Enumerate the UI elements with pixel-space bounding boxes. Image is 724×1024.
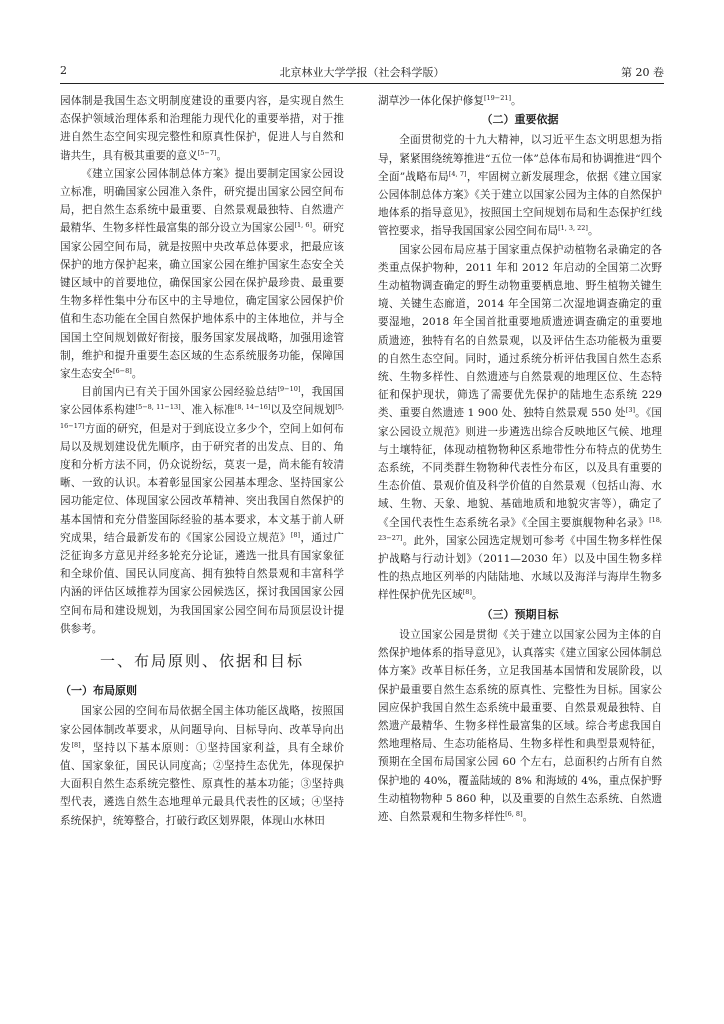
citation[interactable]: [8] — [462, 588, 472, 597]
citation[interactable]: [5, 16−17] — [60, 403, 345, 430]
citation[interactable]: [1, 3, 22] — [558, 224, 588, 233]
citation[interactable]: [8, 14−16] — [234, 403, 271, 412]
paragraph: 国家公园的空间布局依据全国主体功能区战略，按照国家公园体制改革要求，从问题导向、目标导向、改革导向出发[8]，坚持以下基本原则：①坚持国家利益，具有全球价值、国家象征，国民认同度高；②坚持生态优先，体现保护大面积自然生态系统完整性、原真性的基本功能；③坚持典型代表，遴选自然生态地理单元最具代表性的区域；④坚持系统保护，统筹整合，打破行政区划界限，体现山水林田 — [60, 705, 345, 827]
volume-label: 第 20 卷 — [621, 66, 664, 79]
citation[interactable]: [5−8, 11−13] — [135, 403, 181, 412]
paragraph: 《建立国家公园体制总体方案》提出要制定国家公园设立标准，明确国家公园准入条件，研究提出国家公园空间布局，把自然生态系统中最重要、自然景观最独特、自然遗产最精华、生物多样性最富集的部分设立为国家公园[1, 6]。研究国家公园空间布局，就是按照中央改革总体要求，把最应该保护的地方保护起来，确立国家公园在维护国家生态安全关键区域中的首要地位，确保国家公园在保护最珍贵、最重要生物多样性集中分布区中的主导地位，确定国家公园保护价值和生态功能在全国自然保护地体系中的主体地位，并与全国国土空间规划做好衔接，服务国家发展战略，加强用途管制，维护和提升重要生态区域的生态系统服务功能，保障国家生态安全[6−8]。 — [60, 167, 345, 381]
subsection-heading: （二）重要依据 — [481, 113, 559, 127]
left-column — [60, 92, 344, 830]
paragraph: 国家公园布局应基于国家重点保护动植物名录确定的各类重点保护物种，2011 年和 2012 年启动的全国第二次野生动植物调查确定的野生动物重要栖息地、野生植物关键生境、关键生态廊道，2014 年全国第二次湿地调查确定的重要湿地，2018 年全国首批重要地质遗迹调查确定的重要地质遗迹，独特有名的自然景观，以及评估生态功能极为重要的自然生态空间。同时，通过系统分析评估我国自然生态系统、生物多样性、自然遗迹与自然景观的地理区位、生态特征和保护现状，筛选了需要优先保护的陆地生态系统 229 类、重要自然遗迹 1 900 处、独特自然景观 550 处[3]。《国家公园设立规范》则进一步遴选出综合反映地区气候、地理与土壤特征，体现动植物物种区系地带性分布特点的优势生态系统，不同类群生物物种代表性分布区，以及具有重要的生态价值、景观价值及科学价值的自然景观（包括山海、水域、生物、天象、地貌、基础地质和地貌灾害等），确定了《全国代表性生态系统名录》《全国主要旗舰物种名录》[18, 23−27]。此外，国家公园选定规划可参考《中国生物多样性保护战略与行动计划》（2011—2030 年）以及中国生物多样性的热点地区列举的内陆陆地、水域以及海洋与海岸生物多样性保护优先区域[8]。 — [378, 243, 662, 602]
right-column — [378, 92, 662, 826]
citation[interactable]: [6, 8] — [505, 809, 523, 818]
header-rule — [60, 83, 664, 84]
citation[interactable]: [8] — [71, 740, 81, 749]
citation[interactable]: [5−7] — [197, 148, 217, 157]
citation[interactable]: [19−21] — [483, 94, 511, 102]
citation[interactable]: [1, 6] — [294, 221, 313, 230]
paragraph: 设立国家公园是贯彻《关于建立以国家公园为主体的自然保护地体系的指导意见》，认真落实《建立国家公园体制总体方案》改革目标任务，立足我国基本国情和发展阶段，以保护最重要自然生态系统的原真性、完整性为目标。国家公园应保护我国自然生态系统中最重要、自然景观最独特、自然遗产最精华、生物多样性最富集的区域。综合考虑我国自然地理格局、生态功能格局、生物多样性和典型景观特征，预期在全国布局国家公园 60 个左右，总面积约占所有自然保护地的 40%，覆盖陆域的 8% 和海域的 4%，重点保护野生动植物物种 5 860 种，以及重要的自然生态系统、自然遗迹、自然景观和生物多样性[6, 8]。 — [378, 628, 662, 823]
subsection-heading: （三）预期目标 — [481, 607, 559, 621]
page-number: 2 — [60, 64, 67, 77]
citation[interactable]: [3] — [625, 406, 635, 415]
journal-title: 北京林业大学学报（社会科学版） — [279, 66, 445, 79]
paragraph: 园体制是我国生态文明制度建设的重要内容，是实现自然生态保护领域治理体系和治理能力现代化的重要举措，对于推进自然生态空间实现完整性和原真性保护，促进人与自然和谐共生，具有极其重要的意义[5−7]。 — [60, 95, 344, 162]
citation[interactable]: [9−10] — [277, 385, 301, 394]
paragraph: 全面贯彻党的十九大精神，以习近平生态文明思想为指导，紧紧围绕统筹推进“五位一体”总体布局和协调推进“四个全面”战略布局[4, 7]，牢固树立新发展理念，依据《建立国家公园体制总体方案》《关于建立以国家公园为主体的自然保护地体系的指导意见》，按照国土空间规划布局和生态保护红线管控要求，指导我国国家公园空间布局[1, 3, 22]。 — [378, 134, 663, 238]
subsection-heading: （一）布局原则 — [60, 684, 137, 698]
paragraph: 湖草沙一体化保护修复[19−21]。 — [378, 94, 522, 107]
running-header — [60, 60, 664, 82]
citation[interactable]: [8] — [290, 530, 301, 539]
citation[interactable]: [4, 7] — [448, 169, 467, 178]
citation[interactable]: [18, 23−27] — [378, 515, 662, 542]
section-heading: 一、布局原则、依据和目标 — [99, 652, 304, 671]
paragraph: 目前国内已有关于国外国家公园经验总结[9−10]，我国国家公园体系构建[5−8, 11−13]、准入标准[8, 14−16]以及空间规划[5, 16−17]方面的研究，但是对于到底设立多少个，空间上如何布局以及规划建设优先顺序，由于研究者的出发点、目的、角度和分析方法不同，仍众说纷纭，莫衷一是，尚未能有较清晰、一致的认识。本着彰显国家公园基本理念、坚持国家公园功能定位、体现国家公园改革精神、突出我国自然保护的基本国情和充分借鉴国际经验的基本要求，本文基于前人研究成果，结合最新发布的《国家公园设立规范》[8]，通过广泛征询多方意见并经多轮充分论证，遴选一批具有国家象征和全球价值、国民认同度高、拥有独特自然景观和丰富科学内涵的评估区域推荐为国家公园候选区，探讨我国国家公园空间布局和建设规划，为我国国家公园空间布局顶层设计提供参考。 — [60, 385, 345, 635]
citation[interactable]: [6−8] — [112, 367, 132, 376]
